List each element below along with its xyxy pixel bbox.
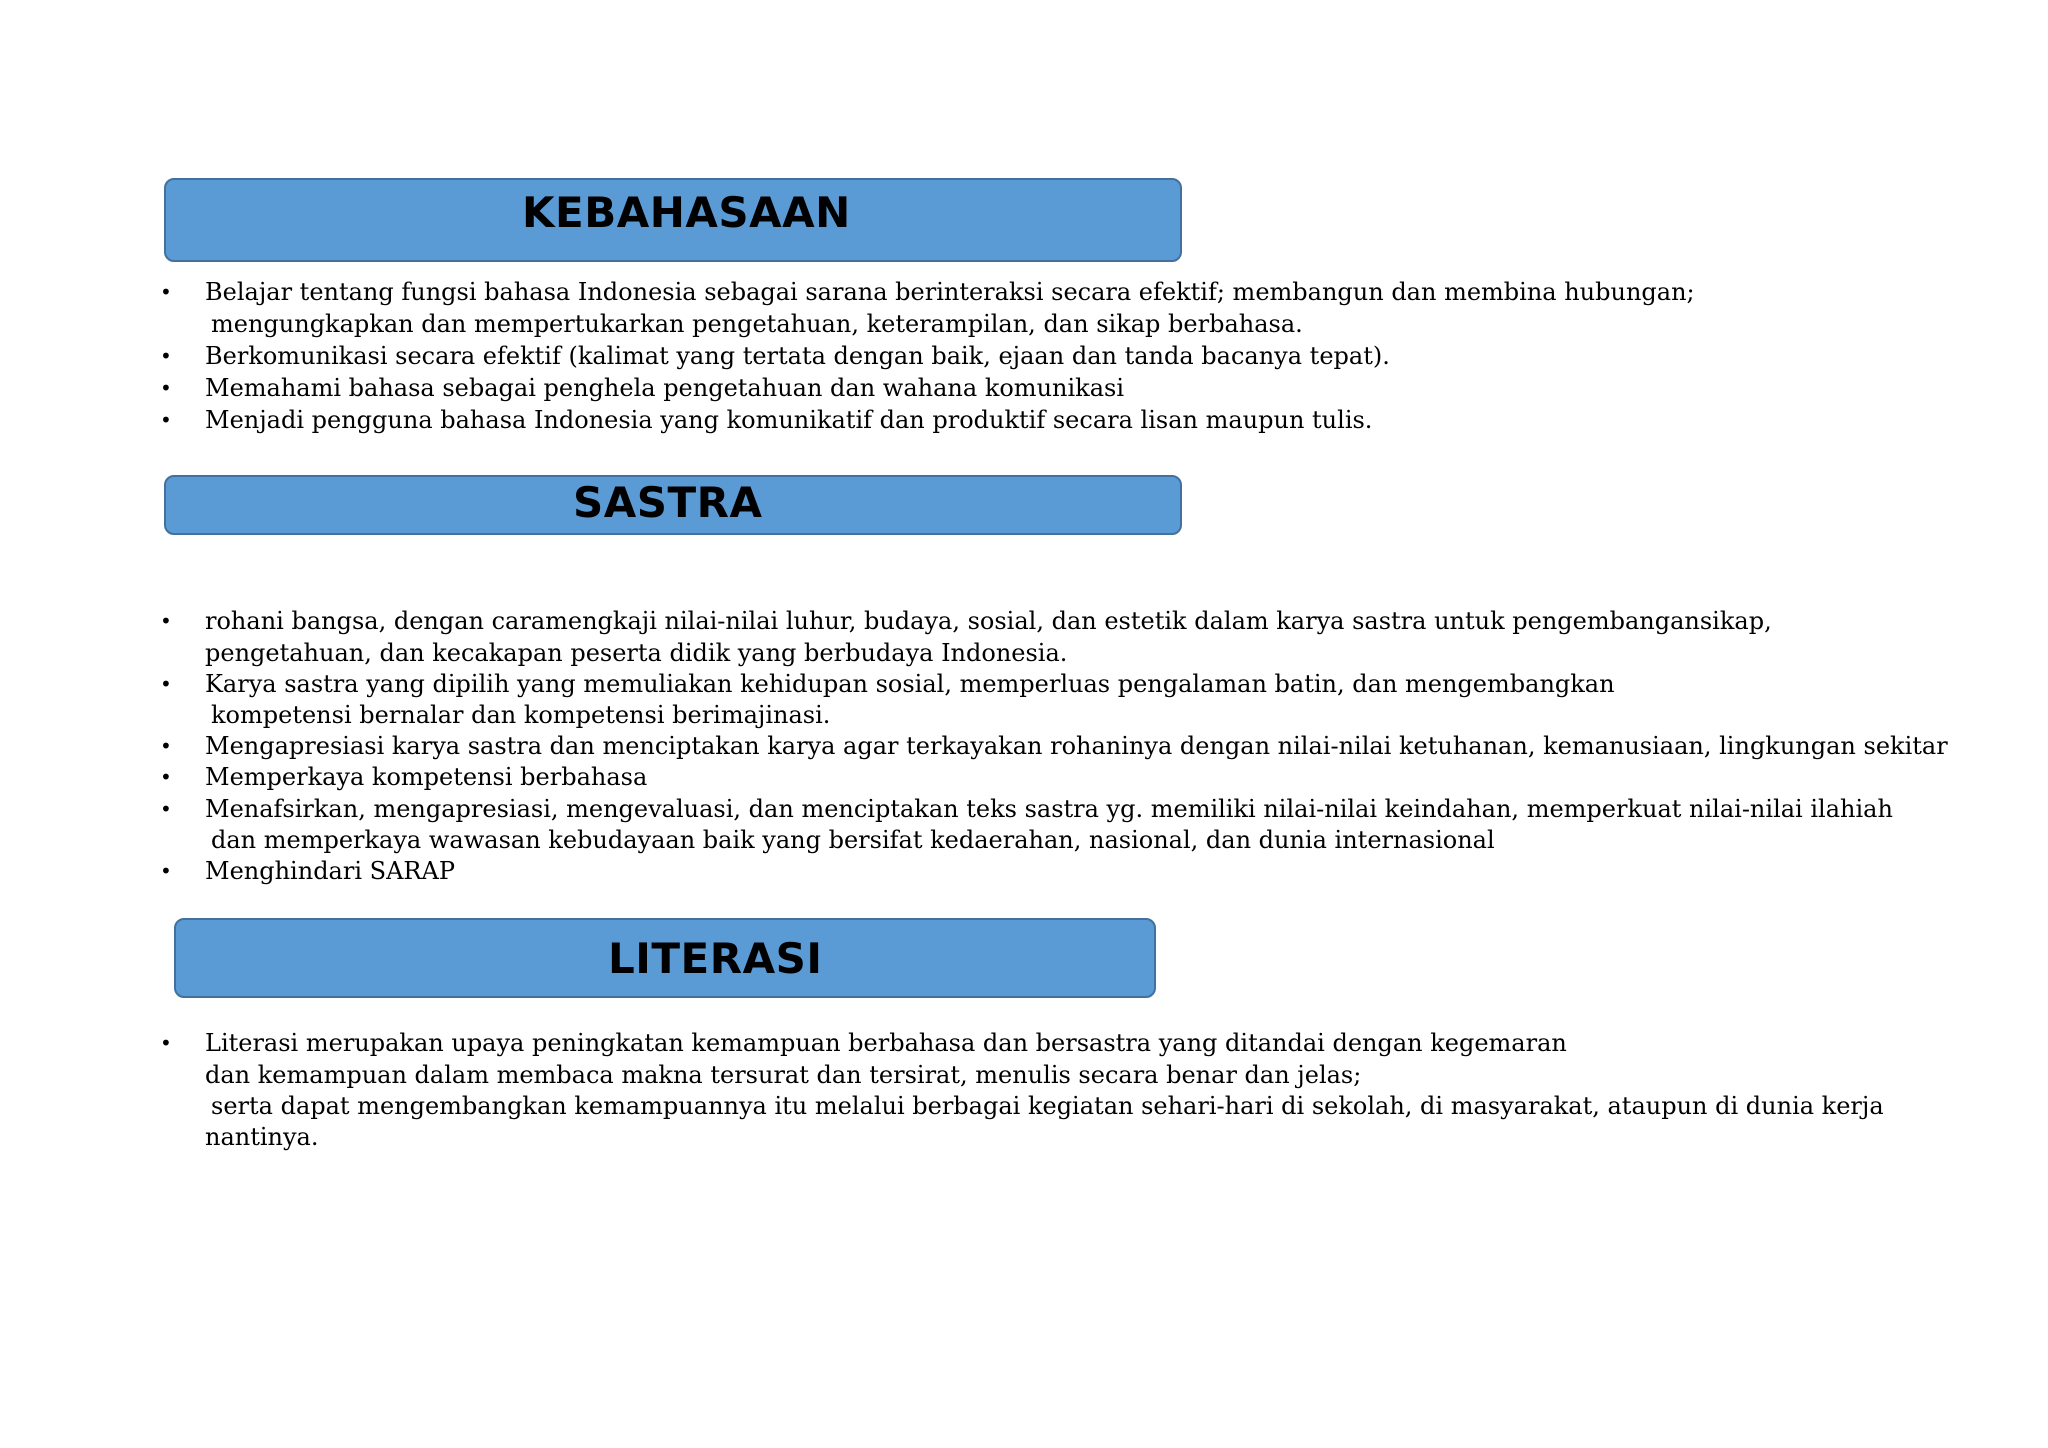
kebahasaan-line-4: Memahami bahasa sebagai penghela pengetahuan dan wahana komunikasi	[205, 374, 1124, 402]
sastra-line-8: dan memperkaya wawasan kebudayaan baik yang bersifat kedaerahan, nasional, dan dunia internasional	[211, 826, 1495, 854]
sastra-line-7: Menafsirkan, mengapresiasi, mengevaluasi, dan menciptakan teks sastra yg. memiliki nilai-nilai keindahan, memperkuat nilai-nilai ilahiah	[205, 795, 1893, 823]
sastra-line-2: pengetahuan, dan kecakapan peserta didik yang berbudaya Indonesia.	[205, 639, 1068, 667]
bullet-icon: •	[160, 672, 172, 696]
sastra-line-4: kompetensi bernalar dan kompetensi berimajinasi.	[211, 701, 831, 729]
literasi-line-2: dan kemampuan dalam membaca makna tersurat dan tersirat, menulis secara benar dan jelas;	[205, 1061, 1362, 1089]
bullet-icon: •	[160, 859, 172, 883]
bullet-icon: •	[160, 734, 172, 758]
bullet-icon: •	[160, 609, 172, 633]
literasi-line-4: nantinya.	[205, 1123, 319, 1151]
kebahasaan-line-3: Berkomunikasi secara efektif (kalimat yang tertata dengan baik, ejaan dan tanda bacanya tepat).	[205, 342, 1390, 370]
section-title-literasi: LITERASI	[608, 934, 823, 983]
bullet-icon: •	[160, 280, 172, 304]
kebahasaan-line-5: Menjadi pengguna bahasa Indonesia yang komunikatif dan produktif secara lisan maupun tulis.	[205, 406, 1373, 434]
sastra-line-9: Menghindari SARAP	[205, 857, 455, 885]
bullet-icon: •	[160, 376, 172, 400]
sastra-line-5: Mengapresiasi karya sastra dan menciptakan karya agar terkayakan rohaninya dengan nilai-nilai ketuhanan, kemanusiaan, lingkungan sekitar	[205, 732, 1948, 760]
section-title-sastra: SASTRA	[573, 478, 763, 527]
bullet-icon: •	[160, 408, 172, 432]
kebahasaan-line-1: Belajar tentang fungsi bahasa Indonesia sebagai sarana berinteraksi secara efektif; membangun dan membina hubungan;	[205, 278, 1695, 306]
sastra-line-1: rohani bangsa, dengan caramengkaji nilai-nilai luhur, budaya, sosial, dan estetik dalam karya sastra untuk pengembangansikap,	[205, 607, 1772, 635]
sastra-line-6: Memperkaya kompetensi berbahasa	[205, 763, 648, 791]
literasi-line-1: Literasi merupakan upaya peningkatan kemampuan berbahasa dan bersastra yang ditandai dengan kegemaran	[205, 1029, 1567, 1057]
bullet-icon: •	[160, 765, 172, 789]
section-title-kebahasaan: KEBAHASAAN	[522, 188, 851, 237]
sastra-line-3: Karya sastra yang dipilih yang memuliakan kehidupan sosial, memperluas pengalaman batin, dan mengembangkan	[205, 670, 1615, 698]
bullet-icon: •	[160, 797, 172, 821]
bullet-icon: •	[160, 1031, 172, 1055]
literasi-line-3: serta dapat mengembangkan kemampuannya itu melalui berbagai kegiatan sehari-hari di sekolah, di masyarakat, ataupun di dunia kerja	[211, 1092, 1884, 1120]
bullet-icon: •	[160, 344, 172, 368]
kebahasaan-line-2: mengungkapkan dan mempertukarkan pengetahuan, keterampilan, dan sikap berbahasa.	[211, 310, 1303, 338]
